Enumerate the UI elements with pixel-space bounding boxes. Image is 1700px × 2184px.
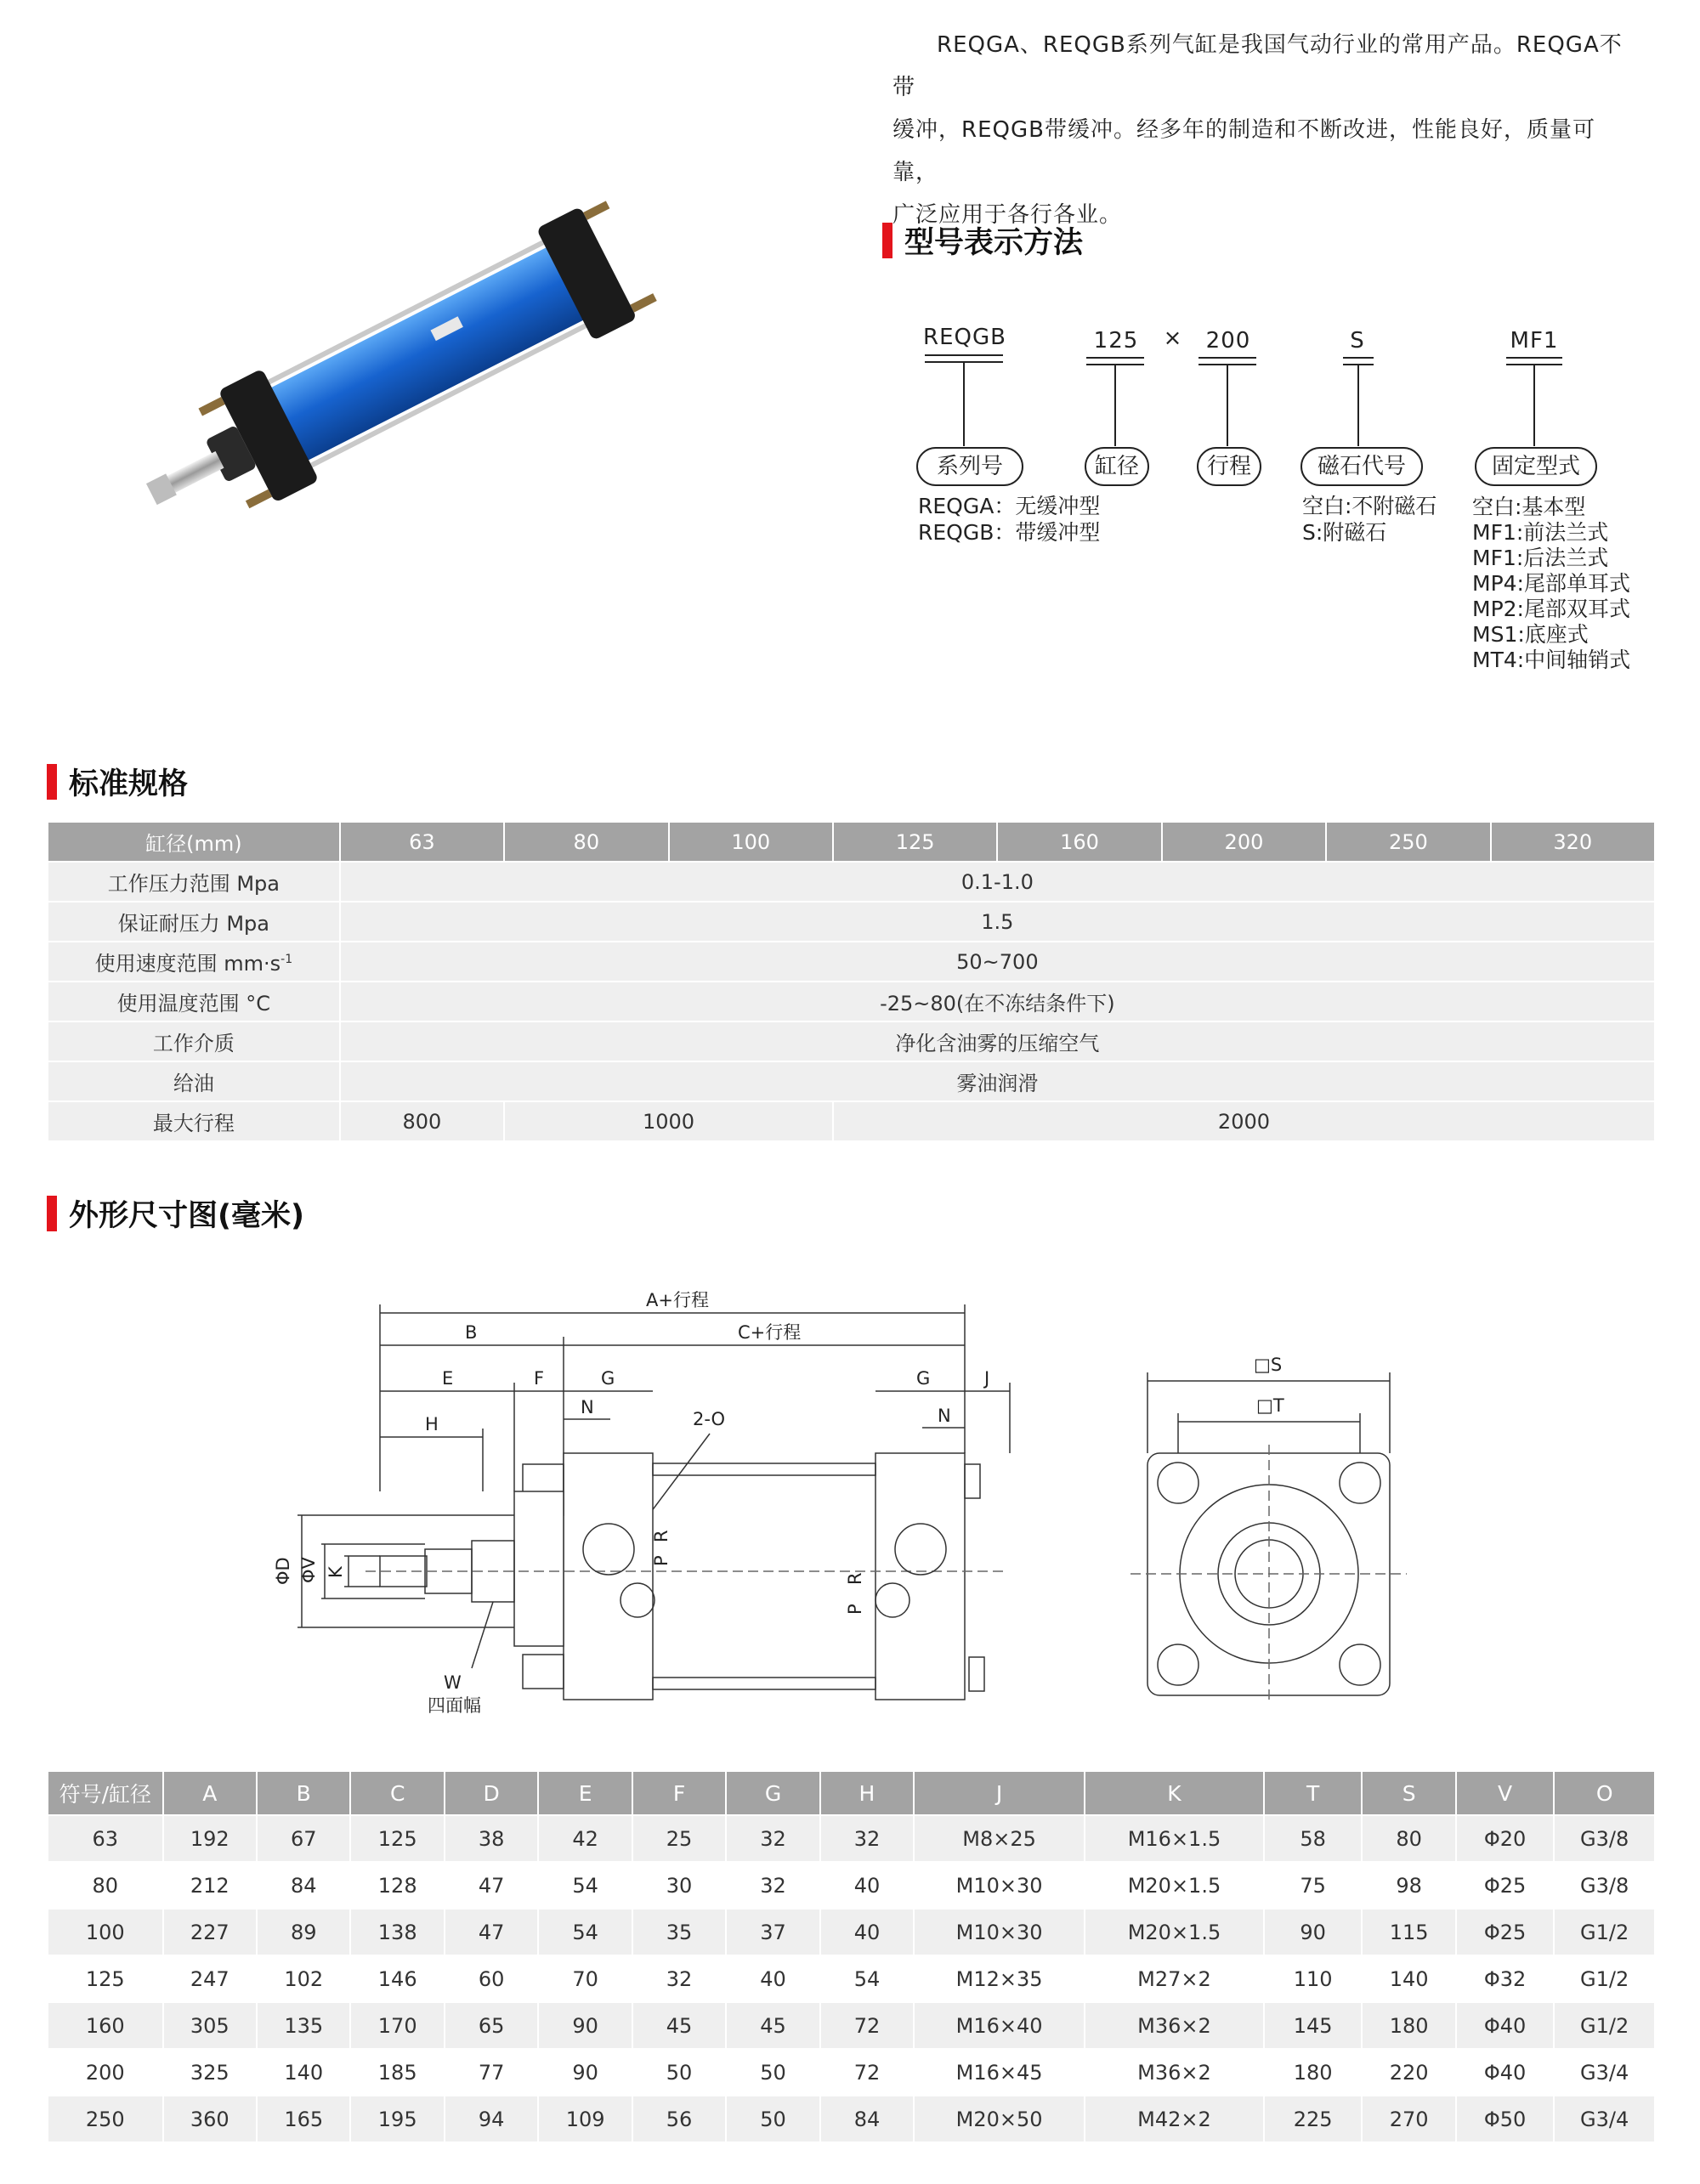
spec-row-value: -25~80(在不冻结条件下) <box>340 982 1655 1021</box>
spec-row-max-stroke <box>48 1101 1655 1141</box>
table-cell: M16×40 <box>914 2002 1085 2049</box>
table-cell: 38 <box>445 1815 538 1862</box>
table-cell: M20×50 <box>914 2096 1085 2142</box>
mount-option: MT4:中间轴销式 <box>1472 648 1631 672</box>
spec-header-label: 缸径(mm) <box>48 822 340 862</box>
spec-header-bore: 100 <box>669 822 833 862</box>
table-cell: 180 <box>1264 2049 1362 2096</box>
label-g: G <box>601 1368 615 1389</box>
dims-section-title: 外形尺寸图(毫米) <box>47 1192 304 1235</box>
table-cell: 160 <box>48 2002 163 2049</box>
label-n2: N <box>938 1406 951 1426</box>
table-cell: 32 <box>632 1955 726 2002</box>
magnet-options <box>1302 493 1436 546</box>
table-row <box>48 1815 1655 1862</box>
table-cell: 80 <box>1362 1815 1455 1862</box>
label-w-note: 四面幅 <box>428 1695 481 1716</box>
table-cell: 60 <box>445 1955 538 2002</box>
table-cell: 40 <box>726 1955 819 2002</box>
table-cell: 45 <box>726 2002 819 2049</box>
table-cell: 140 <box>1362 1955 1455 2002</box>
spec-row <box>48 1061 1655 1101</box>
table-cell: M16×1.5 <box>1085 1815 1264 1862</box>
title-accent-bar <box>47 764 57 800</box>
spec-header-bore: 250 <box>1326 822 1490 862</box>
table-cell: G1/2 <box>1554 1955 1655 2002</box>
table-cell: Φ25 <box>1456 1862 1554 1909</box>
spec-row-label: 使用速度范围 $mm\cdot s^{-1}$ <box>48 942 340 982</box>
dims-header-cell: 符号/缸径 <box>48 1771 163 1815</box>
spec-row-value: 50~700 <box>340 942 1655 982</box>
table-cell: 180 <box>1362 2002 1455 2049</box>
table-row <box>48 2049 1655 2096</box>
table-cell: 58 <box>1264 1815 1362 1862</box>
table-cell: 80 <box>48 1862 163 1909</box>
table-cell: 84 <box>820 2096 914 2142</box>
max-stroke-value: 800 <box>340 1101 504 1141</box>
table-cell: 65 <box>445 2002 538 2049</box>
label-o: 2-O <box>693 1409 726 1429</box>
table-cell: M20×1.5 <box>1085 1862 1264 1909</box>
dims-header-cell: O <box>1554 1771 1655 1815</box>
table-cell: 72 <box>820 2002 914 2049</box>
table-cell: 90 <box>538 2002 632 2049</box>
dimension-table <box>47 1770 1656 2143</box>
spec-header-bore: 125 <box>833 822 997 862</box>
table-cell: 84 <box>257 1862 350 1909</box>
table-cell: 102 <box>257 1955 350 2002</box>
table-cell: 50 <box>726 2096 819 2142</box>
spec-header-bore: 63 <box>340 822 504 862</box>
table-cell: M16×45 <box>914 2049 1085 2096</box>
table-cell: M36×2 <box>1085 2049 1264 2096</box>
spec-row-label: 工作介质 <box>48 1021 340 1061</box>
code-bore-leader <box>1114 364 1116 446</box>
spec-row <box>48 902 1655 942</box>
table-cell: 100 <box>48 1909 163 1955</box>
table-cell: 200 <box>48 2049 163 2096</box>
table-cell: 25 <box>632 1815 726 1862</box>
spec-row-label: 最大行程 <box>48 1101 340 1141</box>
table-cell: M12×35 <box>914 1955 1085 2002</box>
label-e: E <box>442 1368 454 1389</box>
code-stroke: 200 <box>1205 328 1251 354</box>
table-cell: M42×2 <box>1085 2096 1264 2142</box>
label-p2: P <box>845 1604 865 1615</box>
table-cell: 146 <box>350 1955 444 2002</box>
spec-header-row <box>48 822 1655 862</box>
table-cell: 89 <box>257 1909 350 1955</box>
table-cell: M27×2 <box>1085 1955 1264 2002</box>
table-cell: M8×25 <box>914 1815 1085 1862</box>
table-row <box>48 2096 1655 2142</box>
table-cell: 94 <box>445 2096 538 2142</box>
intro-line-3: 广泛应用于各行各业。 <box>892 202 1123 228</box>
table-cell: 212 <box>163 1862 257 1909</box>
code-mount-leader <box>1533 364 1535 446</box>
table-cell: 110 <box>1264 1955 1362 2002</box>
spec-row-label: 使用温度范围 °C <box>48 982 340 1021</box>
label-r: R <box>651 1530 672 1542</box>
spec-row-value: 净化含油雾的压缩空气 <box>340 1021 1655 1061</box>
spec-header-bore: 80 <box>504 822 668 862</box>
table-cell: Φ40 <box>1456 2049 1554 2096</box>
front-view <box>273 1290 1010 1716</box>
dims-header-cell: A <box>163 1771 257 1815</box>
table-cell: 72 <box>820 2049 914 2096</box>
title-accent-bar <box>882 223 892 258</box>
table-cell: Φ32 <box>1456 1955 1554 2002</box>
spec-row-value: 0.1-1.0 <box>340 862 1655 902</box>
code-mount: MF1 <box>1510 328 1559 354</box>
table-cell: G3/8 <box>1554 1815 1655 1862</box>
table-cell: 115 <box>1362 1909 1455 1955</box>
label-bore: 缸径 <box>1085 447 1149 486</box>
table-cell: Φ40 <box>1456 2002 1554 2049</box>
table-cell: 75 <box>1264 1862 1362 1909</box>
spec-section-title: 标准规格 <box>47 761 188 803</box>
mount-option: MP4:尾部单耳式 <box>1472 571 1630 596</box>
dims-header-cell: J <box>914 1771 1085 1815</box>
table-cell: 192 <box>163 1815 257 1862</box>
table-cell: 47 <box>445 1909 538 1955</box>
intro-paragraph <box>892 24 1640 236</box>
label-h: H <box>425 1414 439 1434</box>
table-cell: 109 <box>538 2096 632 2142</box>
dims-header-cell: D <box>445 1771 538 1815</box>
spec-row-label: 给油 <box>48 1061 340 1101</box>
label-v: ΦV <box>298 1557 319 1583</box>
label-c: C+行程 <box>738 1322 802 1343</box>
dims-header-cell: C <box>350 1771 444 1815</box>
table-cell: Φ50 <box>1456 2096 1554 2142</box>
table-cell: G1/2 <box>1554 1909 1655 1955</box>
label-b: B <box>465 1322 478 1343</box>
spec-row <box>48 862 1655 902</box>
series-option: REQGB：带缓冲型 <box>918 520 1101 545</box>
table-cell: 138 <box>350 1909 444 1955</box>
label-f: F <box>534 1368 545 1389</box>
spec-row-label: 工作压力范围 Mpa <box>48 862 340 902</box>
table-cell: 270 <box>1362 2096 1455 2142</box>
label-d: ΦD <box>273 1557 293 1585</box>
table-cell: 47 <box>445 1862 538 1909</box>
code-series-leader <box>963 361 965 446</box>
table-cell: G3/4 <box>1554 2049 1655 2096</box>
spec-row-value: 雾油润滑 <box>340 1061 1655 1101</box>
table-cell: M20×1.5 <box>1085 1909 1264 1955</box>
spec-row <box>48 942 1655 982</box>
table-cell: 40 <box>820 1909 914 1955</box>
spec-row-label: 保证耐压力 Mpa <box>48 902 340 942</box>
table-cell: 32 <box>726 1862 819 1909</box>
table-cell: 135 <box>257 2002 350 2049</box>
table-cell: 35 <box>632 1909 726 1955</box>
dimension-drawing <box>264 1279 1445 1721</box>
label-n: N <box>581 1397 594 1417</box>
table-cell: M36×2 <box>1085 2002 1264 2049</box>
mount-options <box>1472 495 1630 673</box>
code-magnet-leader <box>1357 364 1359 446</box>
table-cell: 247 <box>163 1955 257 2002</box>
dims-header-cell: B <box>257 1771 350 1815</box>
spec-header-bore: 160 <box>997 822 1161 862</box>
label-g2: G <box>916 1368 931 1389</box>
table-cell: Φ20 <box>1456 1815 1554 1862</box>
code-times: × <box>1163 325 1183 351</box>
code-magnet: S <box>1350 328 1365 354</box>
table-cell: 54 <box>820 1955 914 2002</box>
model-section-title: 型号表示方法 <box>882 219 1083 262</box>
intro-line-2: 缓冲，REQGB带缓冲。经多年的制造和不断改进，性能良好，质量可靠， <box>892 117 1595 185</box>
intro-line-1: REQGA、REQGB系列气缸是我国气动行业的常用产品。REQGA不带 <box>892 32 1623 100</box>
table-cell: G1/2 <box>1554 2002 1655 2049</box>
table-cell: 50 <box>632 2049 726 2096</box>
dims-header-cell: V <box>1456 1771 1554 1815</box>
table-cell: 125 <box>48 1955 163 2002</box>
series-option: REQGA：无缓冲型 <box>918 494 1101 518</box>
mount-option: MF1:后法兰式 <box>1472 546 1609 570</box>
table-cell: 360 <box>163 2096 257 2142</box>
code-stroke-leader <box>1227 364 1228 446</box>
table-cell: 32 <box>820 1815 914 1862</box>
cylinder-product-image <box>119 166 731 548</box>
table-cell: G3/8 <box>1554 1862 1655 1909</box>
label-r2: R <box>845 1572 865 1585</box>
mount-option: MS1:底座式 <box>1472 622 1589 647</box>
table-cell: 195 <box>350 2096 444 2142</box>
dims-header-cell: G <box>726 1771 819 1815</box>
label-t: □T <box>1256 1395 1284 1416</box>
mount-option: MF1:前法兰式 <box>1472 520 1609 545</box>
table-cell: 325 <box>163 2049 257 2096</box>
table-cell: 227 <box>163 1909 257 1955</box>
label-s: □S <box>1254 1355 1283 1375</box>
spec-row-value: 1.5 <box>340 902 1655 942</box>
table-cell: Φ25 <box>1456 1909 1554 1955</box>
label-a: A+行程 <box>646 1290 709 1310</box>
title-accent-bar <box>47 1196 57 1231</box>
table-row <box>48 1909 1655 1955</box>
table-cell: 185 <box>350 2049 444 2096</box>
spec-header-bore: 320 <box>1491 822 1655 862</box>
code-bore: 125 <box>1093 328 1139 354</box>
table-cell: 67 <box>257 1815 350 1862</box>
table-cell: 37 <box>726 1909 819 1955</box>
table-cell: M10×30 <box>914 1862 1085 1909</box>
table-cell: 220 <box>1362 2049 1455 2096</box>
label-mount: 固定型式 <box>1475 447 1597 486</box>
table-cell: G3/4 <box>1554 2096 1655 2142</box>
label-k: K <box>326 1566 346 1578</box>
table-cell: 170 <box>350 2002 444 2049</box>
table-cell: 70 <box>538 1955 632 2002</box>
magnet-option: 空白:不附磁石 <box>1302 494 1437 518</box>
table-cell: 165 <box>257 2096 350 2142</box>
spec-header-bore: 200 <box>1162 822 1326 862</box>
label-w: W <box>444 1672 462 1693</box>
table-cell: M10×30 <box>914 1909 1085 1955</box>
label-series: 系列号 <box>916 447 1023 486</box>
table-cell: 305 <box>163 2002 257 2049</box>
dims-header-cell: H <box>820 1771 914 1815</box>
table-cell: 40 <box>820 1862 914 1909</box>
dims-body <box>48 1815 1655 2142</box>
table-cell: 54 <box>538 1862 632 1909</box>
table-cell: 128 <box>350 1862 444 1909</box>
table-cell: 90 <box>1264 1909 1362 1955</box>
dims-header-row <box>48 1771 1655 1815</box>
magnet-option: S:附磁石 <box>1302 520 1387 545</box>
max-stroke-value: 2000 <box>833 1101 1655 1141</box>
code-series: REQGB <box>923 325 1006 350</box>
dims-header-cell: S <box>1362 1771 1455 1815</box>
table-cell: 225 <box>1264 2096 1362 2142</box>
table-cell: 250 <box>48 2096 163 2142</box>
label-p: P <box>651 1555 672 1566</box>
table-cell: 145 <box>1264 2002 1362 2049</box>
table-row <box>48 1862 1655 1909</box>
table-cell: 140 <box>257 2049 350 2096</box>
series-options <box>918 493 1100 546</box>
table-cell: 77 <box>445 2049 538 2096</box>
table-cell: 56 <box>632 2096 726 2142</box>
table-cell: 45 <box>632 2002 726 2049</box>
dims-header-cell: F <box>632 1771 726 1815</box>
label-j: J <box>984 1368 990 1389</box>
table-cell: 32 <box>726 1815 819 1862</box>
dims-header-cell: T <box>1264 1771 1362 1815</box>
table-cell: 125 <box>350 1815 444 1862</box>
mount-option: 空白:基本型 <box>1472 495 1586 519</box>
dims-header-cell: E <box>538 1771 632 1815</box>
spec-row <box>48 982 1655 1021</box>
table-cell: 50 <box>726 2049 819 2096</box>
table-cell: 98 <box>1362 1862 1455 1909</box>
table-cell: 90 <box>538 2049 632 2096</box>
spec-table <box>47 821 1656 1142</box>
spec-row <box>48 1021 1655 1061</box>
label-magnet: 磁石代号 <box>1300 447 1423 486</box>
dims-header-cell: K <box>1085 1771 1264 1815</box>
table-cell: 30 <box>632 1862 726 1909</box>
table-cell: 63 <box>48 1815 163 1862</box>
end-view <box>1130 1355 1407 1704</box>
table-row <box>48 2002 1655 2049</box>
table-row <box>48 1955 1655 2002</box>
table-cell: 54 <box>538 1909 632 1955</box>
table-cell: 42 <box>538 1815 632 1862</box>
label-stroke: 行程 <box>1197 447 1261 486</box>
max-stroke-value: 1000 <box>504 1101 833 1141</box>
mount-option: MP2:尾部双耳式 <box>1472 597 1630 621</box>
